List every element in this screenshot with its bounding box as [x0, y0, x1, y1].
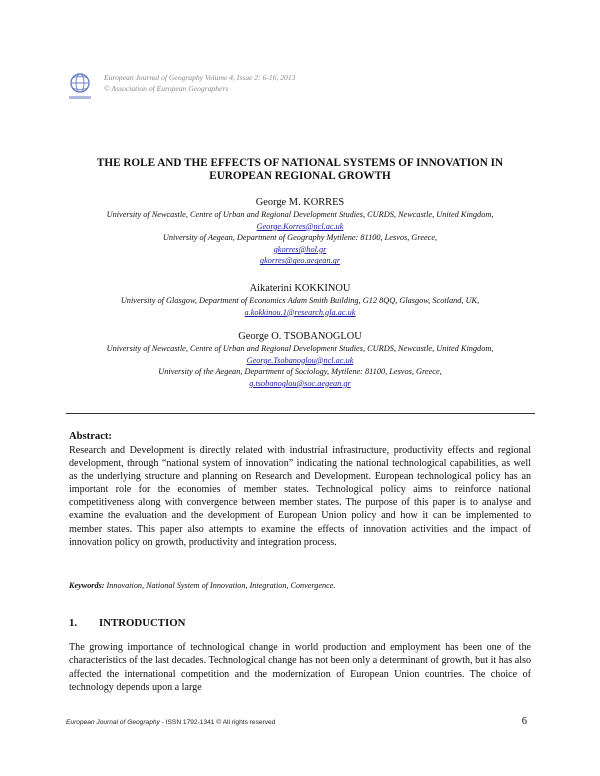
abstract-text: Research and Development is directly related with industrial infrastructure, productivity effects and regional development, through “national system of innovation” indicating the national technological capabilities, as well as the underlying structure and planning on Research and Development. European technological policy has an important role for the economies of member states. Technological policy aims to reinforce national competitiveness along with convergence between member states. The purpose of this paper is to analyse and examine the evaluation and the development of European Union policy and how it can be implemented to member states. This paper also attempts to examine the effects of innovation activities and the impact of innovation policy on growth, productivity and integration process. — [69, 445, 531, 548]
keywords-label: Keywords: — [69, 581, 105, 590]
author-affiliation: University of the Aegean, Department of Sociology, Mytilene: 81100, Lesvos, Greece, — [158, 367, 442, 377]
author-name: George M. KORRES — [255, 197, 345, 208]
author-2 — [60, 282, 540, 318]
journal-copyright: © Association of European Geographers — [104, 84, 229, 93]
keywords-text: Innovation, National System of Innovation, Integration, Convergence. — [106, 581, 336, 590]
author-affiliation: University of Aegean, Department of Geography Mytilene: 81100, Lesvos, Greece, — [162, 233, 438, 243]
abstract-heading: Abstract: — [69, 431, 112, 442]
author-1 — [60, 196, 540, 267]
author-affiliation: University of Newcastle, Centre of Urban and Regional Development Studies, CURDS, Newcastle, United Kingdom, — [106, 210, 494, 219]
footer-issn: - ISSN 1792-1341 © All rights reserved — [159, 719, 276, 726]
author-3 — [60, 330, 540, 389]
footer-journal — [66, 719, 275, 726]
section-title: INTRODUCTION — [99, 617, 186, 629]
section-number: 1. — [69, 617, 78, 629]
journal-citation: European Journal of Geography Volume 4, Issue 2: 6-16, 2013 — [104, 73, 296, 82]
section-heading — [69, 617, 185, 630]
footer-journal-name: European Journal of Geography — [66, 719, 160, 726]
section-divider — [66, 413, 535, 414]
author-affiliation: University of Glasgow, Department of Economics Adam Smith Building, G12 8QQ, Glasgow, Scotland, UK, — [120, 296, 480, 305]
page-number: 6 — [521, 716, 527, 727]
paper-title: THE ROLE AND THE EFFECTS OF NATIONAL SYSTEMS OF INNOVATION IN EUROPEAN REGIONAL GROWTH — [96, 157, 504, 182]
keywords — [69, 580, 531, 591]
author-email-link[interactable]: g.tsobanoglou@soc.aegean.gr — [249, 378, 351, 388]
author-email-link[interactable]: George.Korres@ncl.ac.uk — [256, 221, 344, 231]
author-affiliation: University of Newcastle, Centre of Urban and Regional Development Studies, CURDS, Newcastle, United Kingdom, — [106, 344, 494, 353]
page-footer — [66, 716, 535, 732]
author-email-link[interactable]: a.kokkinou.1@research.gla.ac.uk — [244, 307, 356, 317]
association-logo-icon — [66, 70, 96, 104]
author-name: George O. TSOBANOGLOU — [238, 331, 362, 342]
author-email-link[interactable]: gkorres@hol.gr — [273, 244, 327, 254]
author-email-link[interactable]: George.Tsobanoglou@ncl.ac.uk — [246, 355, 354, 365]
introduction-text: The growing importance of technological change in world production and employment has been one of the characteristics of the last decades. Technological change has not been only a determinant of growth, but it has also affected the international competition and the modernization of European Union countries. The choice of technology depends upon a large — [69, 642, 531, 693]
journal-header — [66, 70, 366, 104]
author-email-link[interactable]: gkorres@geo.aegean.gr — [259, 256, 341, 266]
author-name: Aikaterini KOKKINOU — [249, 283, 351, 294]
